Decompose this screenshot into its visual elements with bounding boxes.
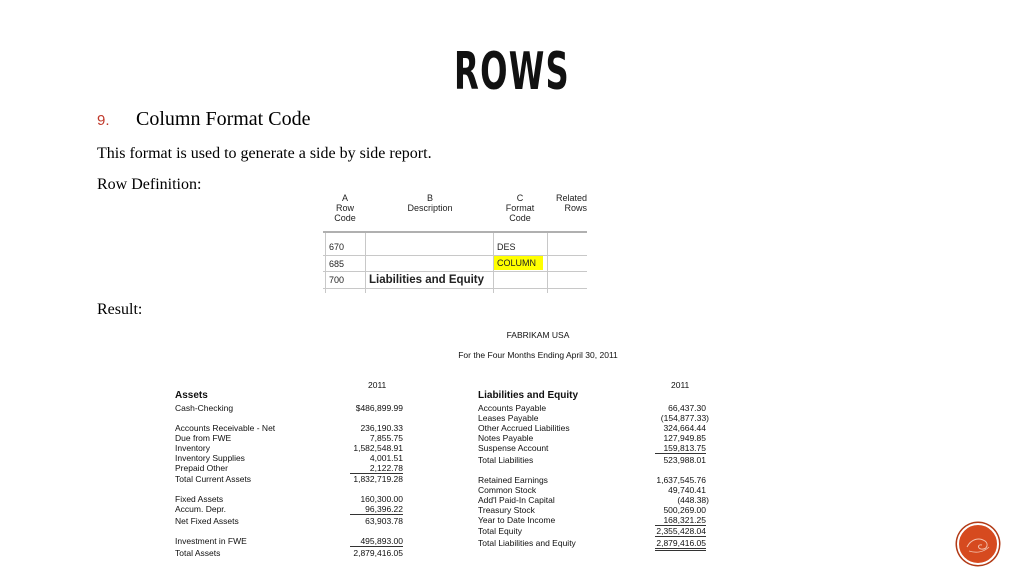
liability-value: 127,949.85 xyxy=(663,433,706,443)
asset-value: 4,001.51 xyxy=(369,453,403,463)
asset-total-label: Net Fixed Assets xyxy=(175,516,239,526)
header-format-code: C Format Code xyxy=(505,193,535,223)
liability-value: (154,877.33) xyxy=(660,413,709,423)
equity-label: Retained Earnings xyxy=(478,475,548,485)
asset-value: 7,855.75 xyxy=(369,433,403,443)
left-year: 2011 xyxy=(368,380,387,390)
asset-value: 236,190.33 xyxy=(360,423,403,433)
asset-value: 495,893.00 xyxy=(350,536,403,547)
equity-total-value: 2,355,428.04 xyxy=(656,526,706,536)
asset-label: Fixed Assets xyxy=(175,494,224,504)
format-code-cell-highlighted[interactable]: COLUMN xyxy=(494,256,543,270)
equity-value: (448.38) xyxy=(677,495,709,505)
liabilities-equity-total-value: 2,879,416.05 xyxy=(655,538,706,551)
equity-value: 168,321.25 xyxy=(655,515,706,526)
description-cell[interactable]: Liabilities and Equity xyxy=(369,274,485,286)
row-code-cell[interactable]: 685 xyxy=(329,259,345,269)
format-code-cell[interactable]: DES xyxy=(497,242,516,252)
equity-value: 1,637,545.76 xyxy=(656,475,706,485)
item-heading: Column Format Code xyxy=(136,108,311,130)
liability-value: 66,437.30 xyxy=(668,403,706,413)
asset-label: Prepaid Other xyxy=(175,463,228,473)
header-description: B Description xyxy=(407,193,453,213)
liability-total-value: 523,988.01 xyxy=(663,455,706,465)
liabilities-heading: Liabilities and Equity xyxy=(478,390,579,401)
asset-label: Due from FWE xyxy=(175,433,232,443)
description-text: This format is used to generate a side by side report. xyxy=(97,145,432,162)
equity-total-label: Total Equity xyxy=(478,526,522,536)
result-label: Result: xyxy=(97,301,143,318)
asset-value: 2,122.78 xyxy=(350,463,403,474)
report-period: For the Four Months Ending April 30, 2011 xyxy=(458,350,618,360)
asset-value: 96,396.22 xyxy=(350,504,403,515)
asset-label: Accum. Depr. xyxy=(175,504,227,514)
asset-label: Cash-Checking xyxy=(175,403,234,413)
asset-label: Accounts Receivable - Net xyxy=(175,423,276,433)
liability-label: Notes Payable xyxy=(478,433,534,443)
liability-total-label: Total Liabilities xyxy=(478,455,534,465)
asset-total-value: 2,879,416.05 xyxy=(353,548,403,558)
right-year: 2011 xyxy=(671,380,690,390)
asset-value: $486,899.99 xyxy=(355,403,403,413)
report-company: FABRIKAM USA xyxy=(506,330,570,340)
row-definition-grid xyxy=(323,193,587,293)
equity-value: 500,269.00 xyxy=(663,505,706,515)
grid-line xyxy=(547,233,548,293)
row-definition-label: Row Definition: xyxy=(97,176,202,193)
equity-label: Add'l Paid-In Capital xyxy=(478,495,555,505)
asset-label: Inventory xyxy=(175,443,210,453)
ornament-swirl-icon xyxy=(959,525,997,563)
asset-total-label: Total Assets xyxy=(175,548,221,558)
header-row-code: A Row Code xyxy=(334,193,356,223)
row-code-cell[interactable]: 670 xyxy=(329,242,345,252)
liability-label: Accounts Payable xyxy=(478,403,547,413)
equity-label: Year to Date Income xyxy=(478,515,556,525)
asset-total-value: 63,903.78 xyxy=(365,516,403,526)
asset-value: 160,300.00 xyxy=(360,494,403,504)
asset-total-label: Total Current Assets xyxy=(175,474,252,484)
asset-label: Inventory Supplies xyxy=(175,453,245,463)
asset-total-value: 1,832,719.28 xyxy=(353,474,403,484)
equity-label: Treasury Stock xyxy=(478,505,535,515)
liability-value: 324,664.44 xyxy=(663,423,706,433)
asset-label: Investment in FWE xyxy=(175,536,247,546)
slide-title: ROWS xyxy=(454,42,570,102)
header-related-rows: Related Rows xyxy=(555,193,587,213)
liabilities-equity-total-label: Total Liabilities and Equity xyxy=(478,538,576,548)
list-number: 9. xyxy=(97,112,110,129)
row-code-cell[interactable]: 700 xyxy=(329,275,345,285)
liability-value: 159,813.75 xyxy=(655,443,706,454)
equity-value: 49,740.41 xyxy=(668,485,706,495)
slide-ornament-icon xyxy=(957,523,999,565)
asset-value: 1,582,548.91 xyxy=(353,443,403,453)
equity-label: Common Stock xyxy=(478,485,537,495)
liability-label: Suspense Account xyxy=(478,443,549,453)
assets-heading: Assets xyxy=(175,390,208,401)
liability-label: Other Accrued Liabilities xyxy=(478,423,570,433)
liability-label: Leases Payable xyxy=(478,413,539,423)
